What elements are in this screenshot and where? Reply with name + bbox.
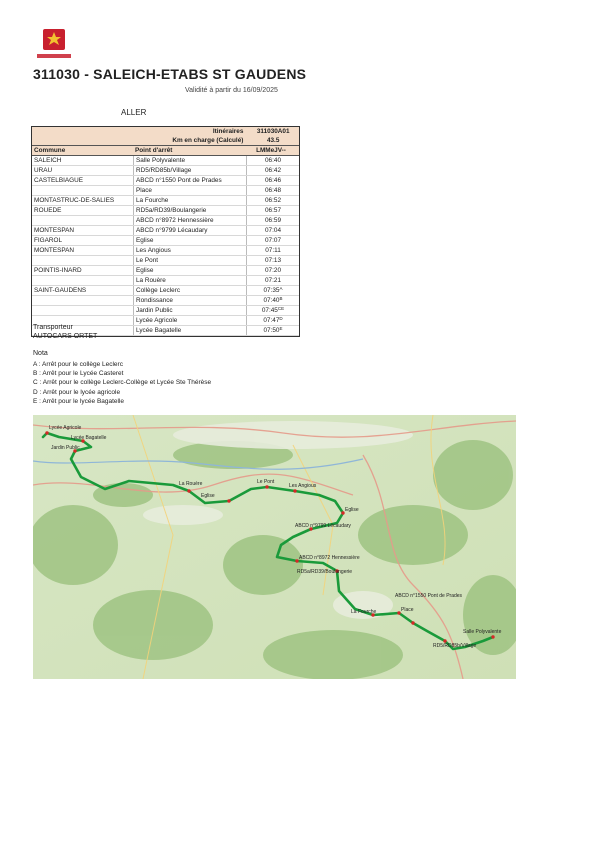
commune-cell: SAINT-GAUDENS	[34, 287, 87, 294]
time-value: 06:52	[265, 197, 281, 204]
stop-cell: Eglise	[133, 236, 246, 245]
map-label: Place	[401, 607, 414, 613]
timetable-body	[32, 156, 299, 336]
time-value: 07:50	[263, 327, 280, 334]
commune-cell	[32, 216, 133, 225]
table-row	[32, 236, 299, 246]
commune-cell: URAU	[34, 167, 53, 174]
time-value: 06:42	[265, 167, 281, 174]
table-row	[32, 186, 299, 196]
time-value: 07:45	[261, 307, 278, 314]
time-value: 07:35	[263, 287, 280, 294]
itinerary-row	[32, 127, 299, 136]
stop-marker	[187, 489, 190, 492]
time-cell	[246, 196, 299, 205]
carrier-label: Transporteur	[33, 324, 73, 331]
stop-cell: Place	[133, 186, 246, 195]
map-label: ABCD n°1550 Pont de Prades	[395, 593, 463, 599]
map-label: Eglise	[201, 493, 215, 499]
time-value: 07:04	[265, 227, 281, 234]
notes-label: Nota	[33, 350, 48, 357]
note-marker: B	[279, 296, 283, 301]
validity-date: Validité à partir du 16/09/2025	[185, 87, 278, 94]
time-value: 06:40	[265, 157, 281, 164]
note-item: A : Arrêt pour le collège Leclerc	[33, 361, 123, 368]
commune-cell	[32, 186, 133, 195]
km-row	[32, 136, 299, 145]
days-header: LMMeJV--	[256, 147, 286, 154]
stop-cell: ABCD n°8972 Hennessière	[133, 216, 246, 225]
stop-marker	[265, 485, 268, 488]
time-cell	[246, 286, 299, 295]
timetable	[31, 126, 300, 337]
time-cell	[246, 236, 299, 245]
map-label: ABCD n°9799 Lécaudary	[295, 523, 351, 529]
commune-cell: POINTIS-INARD	[34, 267, 82, 274]
page-title: 311030 - SALEICH-ETABS ST GAUDENS	[33, 66, 307, 82]
time-cell	[246, 256, 299, 265]
notes-list	[33, 360, 211, 406]
time-cell	[246, 226, 299, 235]
time-value: 06:59	[265, 217, 281, 224]
note-marker: D	[279, 316, 283, 321]
map-label: Lycée Agricole	[49, 425, 82, 431]
stop-cell: Les Angious	[133, 246, 246, 255]
map-label: RD5a/RD39/Boulangerie	[297, 569, 353, 575]
time-value: 06:48	[265, 187, 281, 194]
km-value: 43.5	[266, 137, 280, 144]
note-marker: A	[279, 286, 283, 291]
region-logo	[33, 28, 75, 62]
stop-cell: Rondissance	[133, 296, 246, 305]
table-row	[32, 216, 299, 226]
time-cell	[246, 216, 299, 225]
table-row	[32, 266, 299, 276]
note-item: B : Arrêt pour le Lycée Casteret	[33, 370, 124, 378]
table-row	[32, 306, 299, 316]
commune-cell: MONTASTRUC-DE-SALIES	[34, 197, 115, 204]
note-marker: CE	[277, 306, 285, 311]
stop-cell: Jardin Public	[133, 306, 246, 315]
note-marker: E	[279, 326, 283, 331]
stop-cell: Salle Polyvalente	[133, 156, 246, 165]
commune-cell	[32, 256, 133, 265]
table-row	[32, 206, 299, 216]
map-label: Le Pont	[257, 479, 275, 485]
commune-cell: SALEICH	[34, 157, 62, 164]
km-label: Km en charge (Calculé)	[172, 137, 244, 144]
map-label: Salle Polyvalente	[463, 629, 502, 635]
time-cell	[246, 316, 299, 325]
note-item: D : Arrêt pour le lycée agricole	[33, 388, 121, 396]
stop-marker	[293, 489, 296, 492]
table-row	[32, 256, 299, 266]
time-cell	[246, 266, 299, 275]
column-header-row	[32, 145, 299, 156]
stop-cell: ABCD n°9799 Lécaudary	[133, 226, 246, 235]
time-value: 06:46	[265, 177, 281, 184]
note-item: E : Arrêt pour le lycée Bagatelle	[33, 397, 125, 405]
stop-cell: La Rouère	[133, 276, 246, 285]
time-cell	[246, 206, 299, 215]
map-label: Jardin Public	[51, 445, 80, 451]
carrier-name: AUTOCARS ORTET	[33, 333, 98, 340]
stop-header: Point d'arrêt	[135, 147, 173, 154]
stop-cell: Collège Leclerc	[133, 286, 246, 295]
stop-cell: Lycée Bagatelle	[133, 326, 246, 335]
time-cell	[246, 246, 299, 255]
time-value: 07:21	[265, 277, 281, 284]
table-row	[32, 166, 299, 176]
stop-cell: Eglise	[133, 266, 246, 275]
map-label: RD5/RD85b/Village	[433, 643, 477, 649]
table-row	[32, 196, 299, 206]
time-cell	[246, 186, 299, 195]
table-row	[32, 156, 299, 166]
map-label: Eglise	[345, 507, 359, 513]
map-label: La Fourche	[351, 609, 377, 615]
commune-cell: MONTESPAN	[34, 247, 75, 254]
map-label: Les Angious	[289, 483, 317, 489]
time-cell	[246, 306, 299, 315]
map-label: Lycée Bagatelle	[71, 435, 107, 441]
stop-cell: Le Pont	[133, 256, 246, 265]
stop-cell: ABCD n°1550 Pont de Prades	[133, 176, 246, 185]
commune-cell	[32, 296, 133, 305]
stop-cell: RD5a/RD39/Boulangerie	[133, 206, 246, 215]
route-map	[33, 415, 516, 679]
itineraires-label: Itinéraires	[212, 128, 244, 135]
map-label: ABCD n°8972 Hennessière	[299, 555, 360, 561]
time-cell	[246, 166, 299, 175]
stop-marker	[227, 499, 230, 502]
table-row	[32, 296, 299, 306]
map-label: La Rouère	[179, 481, 203, 487]
note-item: C : Arrêt pour le collège Leclerc-Collège et Lycée Ste Thérèse	[33, 379, 212, 387]
time-value: 07:13	[265, 257, 281, 264]
table-row	[32, 246, 299, 256]
table-row	[32, 276, 299, 286]
commune-header: Commune	[34, 147, 66, 154]
time-value: 06:57	[265, 207, 281, 214]
stop-cell: Lycée Agricole	[133, 316, 246, 325]
stop-cell: RD5/RD85b/Village	[133, 166, 246, 175]
time-cell	[246, 276, 299, 285]
time-cell	[246, 176, 299, 185]
commune-cell: FIGAROL	[34, 237, 63, 244]
commune-cell: MONTESPAN	[34, 227, 75, 234]
commune-cell: ROUEDE	[34, 207, 62, 214]
stop-marker	[491, 635, 494, 638]
commune-cell: CASTELBIAGUE	[34, 177, 84, 184]
direction-label: ALLER	[121, 108, 147, 117]
time-value: 07:07	[265, 237, 281, 244]
time-value: 07:20	[265, 267, 281, 274]
stop-marker	[45, 431, 48, 434]
itinerary-code: 311030A01	[256, 128, 290, 135]
table-row	[32, 226, 299, 236]
time-cell	[246, 326, 299, 335]
time-value: 07:11	[265, 247, 281, 254]
time-value: 07:40	[263, 297, 280, 304]
time-cell	[246, 156, 299, 165]
table-row	[32, 286, 299, 296]
table-row	[32, 176, 299, 186]
time-cell	[246, 296, 299, 305]
time-value: 07:47	[263, 317, 280, 324]
commune-cell	[32, 306, 133, 315]
stop-marker	[411, 621, 414, 624]
stop-cell: La Fourche	[133, 196, 246, 205]
commune-cell	[32, 276, 133, 285]
